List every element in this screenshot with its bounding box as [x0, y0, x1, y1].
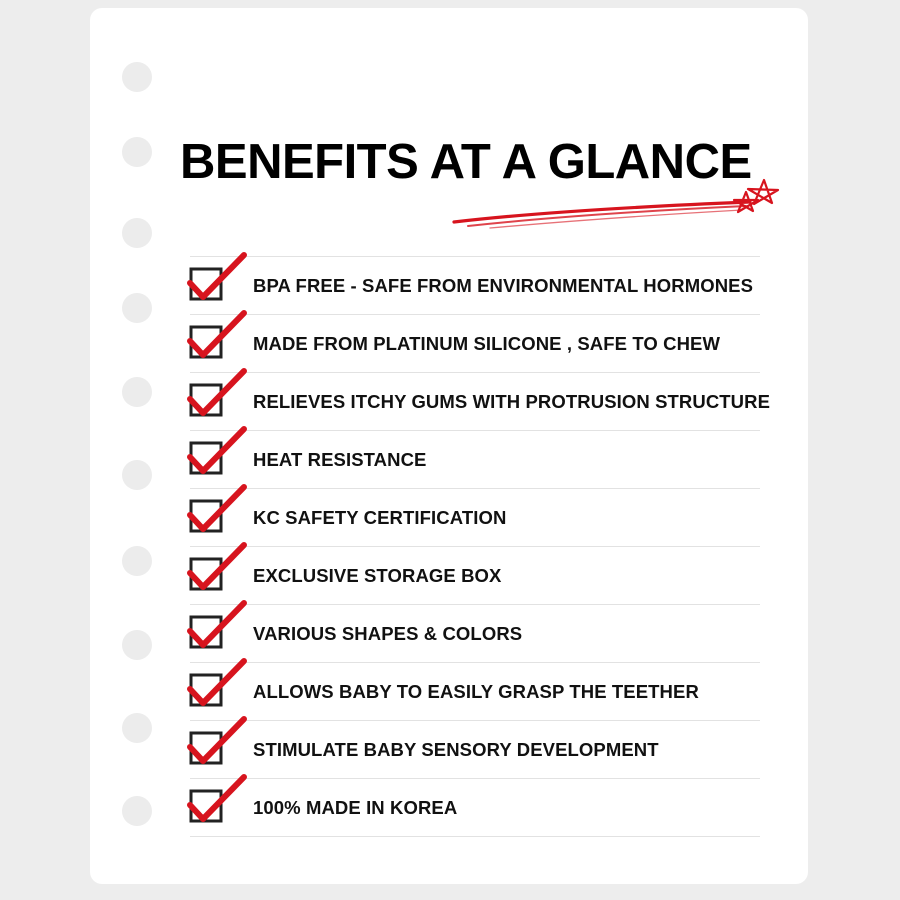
list-item	[190, 779, 760, 837]
red-check-icon	[182, 657, 250, 711]
list-item	[190, 489, 760, 547]
binder-hole	[122, 713, 152, 743]
binder-hole	[122, 218, 152, 248]
benefit-label: STIMULATE BABY SENSORY DEVELOPMENT	[253, 739, 659, 760]
red-scribble-underline-icon	[450, 178, 790, 238]
binder-hole	[122, 460, 152, 490]
list-item	[190, 373, 771, 431]
benefit-label: KC SAFETY CERTIFICATION	[253, 507, 507, 528]
list-item	[190, 547, 760, 605]
page-title: BENEFITS AT A GLANCE	[180, 135, 752, 189]
benefit-label: MADE FROM PLATINUM SILICONE , SAFE TO CHEW	[253, 333, 721, 354]
benefit-label: 100% MADE IN KOREA	[253, 797, 458, 818]
red-check-icon	[182, 541, 250, 595]
binder-hole	[122, 546, 152, 576]
list-item	[190, 663, 760, 721]
list-item	[190, 721, 760, 779]
red-check-icon	[182, 483, 250, 537]
red-check-icon	[182, 599, 250, 653]
red-check-icon	[182, 425, 250, 479]
list-item	[190, 315, 760, 373]
binder-hole	[122, 630, 152, 660]
red-check-icon	[182, 251, 250, 305]
red-check-icon	[182, 367, 250, 421]
red-check-icon	[182, 309, 250, 363]
binder-hole	[122, 377, 152, 407]
benefits-list	[190, 256, 771, 837]
benefit-label: EXCLUSIVE STORAGE BOX	[253, 565, 502, 586]
benefit-label: HEAT RESISTANCE	[253, 449, 427, 470]
list-item	[190, 431, 760, 489]
list-item	[190, 605, 760, 663]
benefit-label: VARIOUS SHAPES & COLORS	[253, 623, 523, 644]
notebook-page	[90, 8, 808, 884]
binder-hole	[122, 137, 152, 167]
binder-hole	[122, 62, 152, 92]
list-item	[190, 257, 760, 315]
binder-hole	[122, 796, 152, 826]
red-check-icon	[182, 773, 250, 827]
red-check-icon	[182, 715, 250, 769]
binder-hole	[122, 293, 152, 323]
benefit-label: BPA FREE - SAFE FROM ENVIRONMENTAL HORMONES	[253, 275, 754, 296]
benefit-label: ALLOWS BABY TO EASILY GRASP THE TEETHER	[253, 681, 699, 702]
benefit-label: RELIEVES ITCHY GUMS WITH PROTRUSION STRUCTURE	[253, 391, 771, 412]
